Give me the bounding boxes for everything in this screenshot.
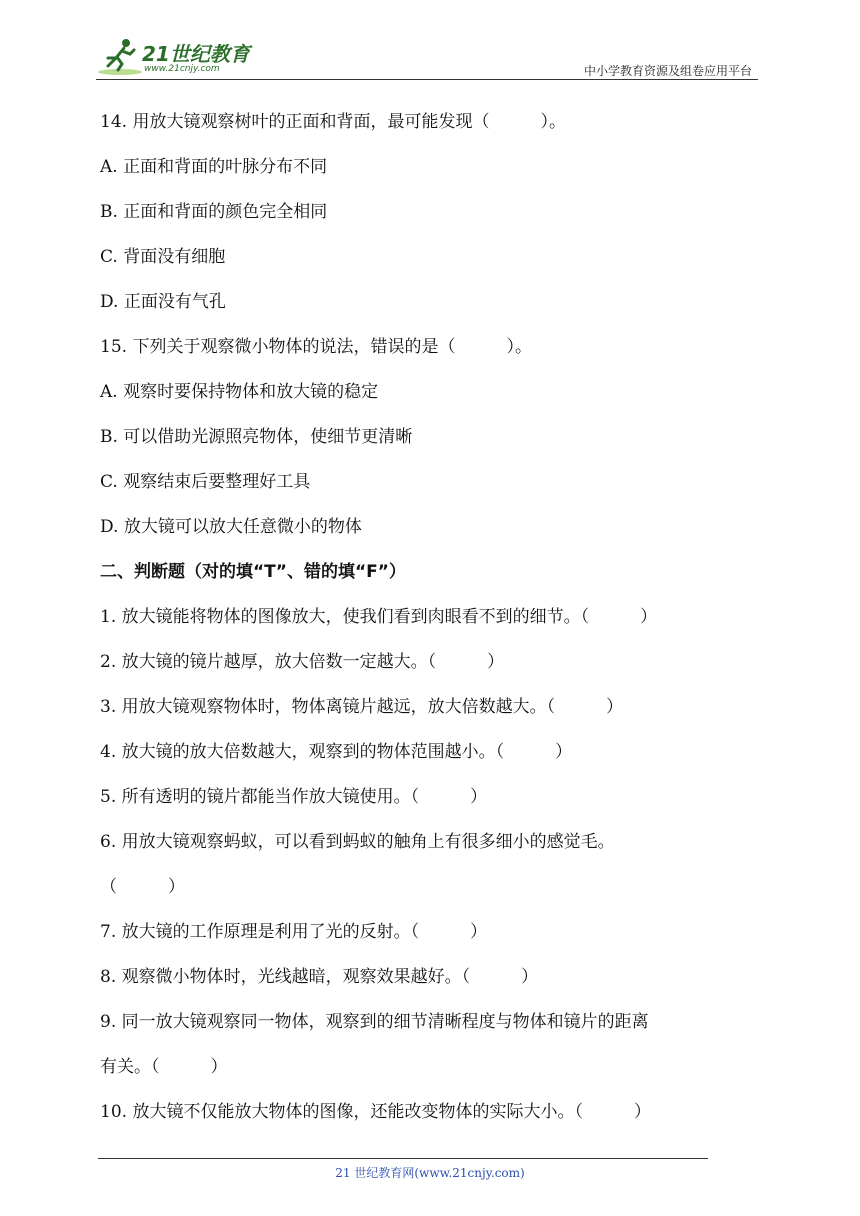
option-14-c: C. 背面没有细胞 (100, 247, 226, 267)
tf-question-9-cont: 有关。（ ） (100, 1057, 228, 1077)
section-heading-true-false: 二、判断题（对的填“T”、错的填“F”） (100, 562, 406, 582)
question-15: 15. 下列关于观察微小物体的说法，错误的是（ ）。 (100, 337, 532, 357)
option-15-d: D. 放大镜可以放大任意微小的物体 (100, 517, 362, 537)
footer-text: 21 世纪教育网(www.21cnjy.com) (335, 1166, 525, 1180)
option-15-a: A. 观察时要保持物体和放大镜的稳定 (100, 382, 379, 402)
tf-question-4: 4. 放大镜的放大倍数越大，观察到的物体范围越小。（ ） (100, 742, 573, 762)
logo-url: www.21cnjy.com (144, 64, 220, 74)
runner-logo-icon (96, 36, 144, 78)
header-divider (96, 79, 758, 80)
tf-question-5: 5. 所有透明的镜片都能当作放大镜使用。（ ） (100, 787, 488, 807)
option-14-d: D. 正面没有气孔 (100, 292, 226, 312)
option-14-a: A. 正面和背面的叶脉分布不同 (100, 157, 328, 177)
tf-question-2: 2. 放大镜的镜片越厚，放大倍数一定越大。（ ） (100, 652, 505, 672)
logo (96, 34, 266, 80)
option-14-b: B. 正面和背面的颜色完全相同 (100, 202, 328, 222)
page-header (96, 34, 758, 80)
tf-question-8: 8. 观察微小物体时，光线越暗，观察效果越好。（ ） (100, 967, 539, 987)
platform-name: 中小学教育资源及组卷应用平台 (583, 64, 752, 78)
option-15-c: C. 观察结束后要整理好工具 (100, 472, 311, 492)
tf-question-3: 3. 用放大镜观察物体时，物体离镜片越远，放大倍数越大。（ ） (100, 697, 624, 717)
footer-divider (98, 1158, 708, 1159)
option-15-b: B. 可以借助光源照亮物体，使细节更清晰 (100, 427, 413, 447)
tf-question-6: 6. 用放大镜观察蚂蚁，可以看到蚂蚁的触角上有很多细小的感觉毛。 (100, 832, 615, 852)
tf-question-7: 7. 放大镜的工作原理是利用了光的反射。（ ） (100, 922, 488, 942)
tf-question-9: 9. 同一放大镜观察同一物体，观察到的细节清晰程度与物体和镜片的距离 (100, 1012, 649, 1032)
tf-question-6-blank: （ ） (100, 877, 185, 897)
tf-question-10: 10. 放大镜不仅能放大物体的图像，还能改变物体的实际大小。（ ） (100, 1102, 651, 1122)
logo-title: 21世纪教育 (142, 42, 250, 66)
question-14: 14. 用放大镜观察树叶的正面和背面，最可能发现（ ）。 (100, 112, 566, 132)
tf-question-1: 1. 放大镜能将物体的图像放大，使我们看到肉眼看不到的细节。（ ） (100, 607, 658, 627)
